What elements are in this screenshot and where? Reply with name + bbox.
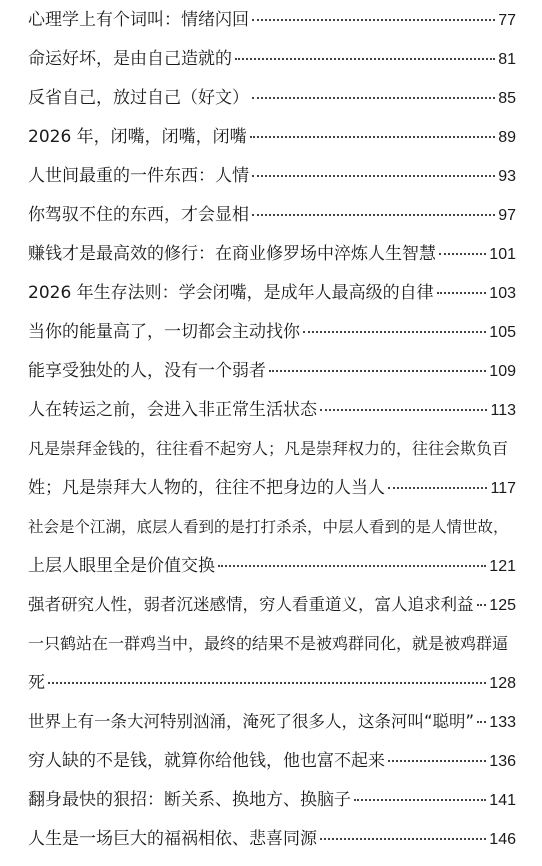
toc-entry-title: 人世间最重的一件东西：人情 bbox=[28, 166, 249, 186]
toc-entry-title: 心理学上有个词叫：情绪闪回 bbox=[28, 10, 249, 30]
toc-page-number: 77 bbox=[498, 12, 516, 29]
toc-page-number: 121 bbox=[489, 558, 516, 575]
toc-entry[interactable] bbox=[28, 632, 516, 695]
toc-page-number: 109 bbox=[489, 363, 516, 380]
toc-entry-line bbox=[28, 125, 516, 149]
toc-entry-line bbox=[28, 47, 516, 71]
toc-entry-line bbox=[28, 476, 516, 500]
toc-entry[interactable] bbox=[28, 749, 516, 773]
toc-entry-title: 翻身最快的狠招：断关系、换地方、换脑子 bbox=[28, 790, 351, 810]
toc-entry-line bbox=[28, 398, 516, 422]
toc-entry-line bbox=[28, 437, 516, 461]
toc-entry-title: 2026 年生存法则：学会闭嘴，是成年人最高级的自律 bbox=[28, 283, 434, 303]
toc-entry[interactable] bbox=[28, 125, 516, 149]
dot-leader bbox=[477, 720, 486, 723]
toc-entry[interactable] bbox=[28, 710, 516, 734]
toc-entry-line bbox=[28, 86, 516, 110]
dot-leader bbox=[439, 252, 486, 255]
toc-entry-title: 上层人眼里全是价值交换 bbox=[28, 556, 215, 576]
toc-entry-line bbox=[28, 593, 516, 617]
toc-entry[interactable] bbox=[28, 788, 516, 812]
dot-leader bbox=[320, 837, 486, 840]
toc-entry-line bbox=[28, 515, 516, 539]
toc-entry-line bbox=[28, 554, 516, 578]
toc-page-number: 101 bbox=[489, 246, 516, 263]
toc-page-number: 93 bbox=[498, 168, 516, 185]
toc-page-number: 136 bbox=[489, 753, 516, 770]
toc-entry-title: 人生是一场巨大的福祸相依、悲喜同源 bbox=[28, 829, 317, 849]
toc-entry-title: 姓；凡是崇拜大人物的，往往不把身边的人当人 bbox=[28, 478, 385, 498]
toc-entry[interactable] bbox=[28, 8, 516, 32]
toc-page-number: 113 bbox=[490, 402, 516, 419]
dot-leader bbox=[303, 330, 486, 333]
toc-page-number: 128 bbox=[489, 675, 516, 692]
toc-entry-line bbox=[28, 749, 516, 773]
toc-entry[interactable] bbox=[28, 593, 516, 617]
toc-page-number: 105 bbox=[489, 324, 516, 341]
toc-entry[interactable] bbox=[28, 203, 516, 227]
toc-page-number: 133 bbox=[489, 714, 516, 731]
toc-entry-line bbox=[28, 671, 516, 695]
table-of-contents bbox=[28, 8, 516, 866]
dot-leader bbox=[235, 57, 495, 60]
dot-leader bbox=[388, 486, 487, 489]
dot-leader bbox=[250, 135, 496, 138]
toc-entry-title: 反省自己，放过自己（好文） bbox=[28, 88, 249, 108]
dot-leader bbox=[48, 681, 486, 684]
toc-entry-title: 人在转运之前，会进入非正常生活状态 bbox=[28, 400, 317, 420]
toc-entry-line bbox=[28, 8, 516, 32]
toc-entry[interactable] bbox=[28, 320, 516, 344]
dot-leader bbox=[477, 603, 487, 606]
toc-entry-title: 你驾驭不住的东西，才会显相 bbox=[28, 205, 249, 225]
toc-entry-title: 命运好坏，是由自己造就的 bbox=[28, 49, 232, 69]
dot-leader bbox=[269, 369, 486, 372]
toc-page-number: 81 bbox=[498, 51, 516, 68]
toc-entry-title: 赚钱才是最高效的修行：在商业修罗场中淬炼人生智慧 bbox=[28, 244, 436, 264]
dot-leader bbox=[437, 291, 487, 294]
toc-entry-line bbox=[28, 788, 516, 812]
toc-entry[interactable] bbox=[28, 359, 516, 383]
toc-page-number: 146 bbox=[489, 831, 516, 848]
toc-entry[interactable] bbox=[28, 86, 516, 110]
dot-leader bbox=[252, 174, 495, 177]
dot-leader bbox=[388, 759, 486, 762]
toc-entry-line bbox=[28, 281, 516, 305]
toc-entry-title: 世界上有一条大河特别汹涌，淹死了很多人，这条河叫“聪明” bbox=[28, 712, 475, 731]
dot-leader bbox=[252, 96, 495, 99]
toc-entry-title: 强者研究人性，弱者沉迷感情，穷人看重道义，富人追求利益 bbox=[28, 595, 474, 614]
toc-page-number: 97 bbox=[498, 207, 516, 224]
toc-page-number: 103 bbox=[489, 285, 516, 302]
dot-leader bbox=[218, 564, 486, 567]
toc-entry[interactable] bbox=[28, 827, 516, 851]
toc-entry-title: 社会是个江湖，底层人看到的是打打杀杀，中层人看到的是人情世故， bbox=[28, 518, 509, 536]
toc-entry-line bbox=[28, 632, 516, 656]
toc-entry-title: 凡是崇拜金钱的，往往看不起穷人；凡是崇拜权力的，往往会欺负百 bbox=[28, 439, 509, 458]
dot-leader bbox=[354, 798, 486, 801]
toc-entry-line bbox=[28, 164, 516, 188]
toc-entry[interactable] bbox=[28, 164, 516, 188]
toc-entry-title: 能享受独处的人，没有一个弱者 bbox=[28, 361, 266, 381]
toc-entry-line bbox=[28, 242, 516, 266]
toc-entry-title: 穷人缺的不是钱，就算你给他钱，他也富不起来 bbox=[28, 751, 385, 771]
toc-page-number: 89 bbox=[498, 129, 516, 146]
toc-page-number: 125 bbox=[489, 597, 516, 614]
toc-entry-title: 一只鹤站在一群鸡当中，最终的结果不是被鸡群同化，就是被鸡群逼 bbox=[28, 634, 509, 653]
toc-page-number: 85 bbox=[498, 90, 516, 107]
toc-page-number: 117 bbox=[490, 480, 516, 497]
dot-leader bbox=[320, 408, 487, 411]
toc-entry[interactable] bbox=[28, 515, 516, 578]
toc-page-number: 141 bbox=[489, 792, 516, 809]
toc-entry-title: 当你的能量高了，一切都会主动找你 bbox=[28, 322, 300, 342]
toc-entry-line bbox=[28, 203, 516, 227]
toc-entry-line bbox=[28, 710, 516, 734]
toc-entry-title: 死 bbox=[28, 673, 45, 693]
toc-entry[interactable] bbox=[28, 398, 516, 422]
dot-leader bbox=[252, 18, 495, 21]
toc-entry[interactable] bbox=[28, 281, 516, 305]
toc-entry-line bbox=[28, 320, 516, 344]
dot-leader bbox=[252, 213, 495, 216]
toc-entry-title: 2026 年，闭嘴，闭嘴，闭嘴 bbox=[28, 127, 247, 147]
toc-entry[interactable] bbox=[28, 437, 516, 500]
toc-entry-line bbox=[28, 827, 516, 851]
toc-entry[interactable] bbox=[28, 242, 516, 266]
toc-entry[interactable] bbox=[28, 47, 516, 71]
toc-entry-line bbox=[28, 359, 516, 383]
